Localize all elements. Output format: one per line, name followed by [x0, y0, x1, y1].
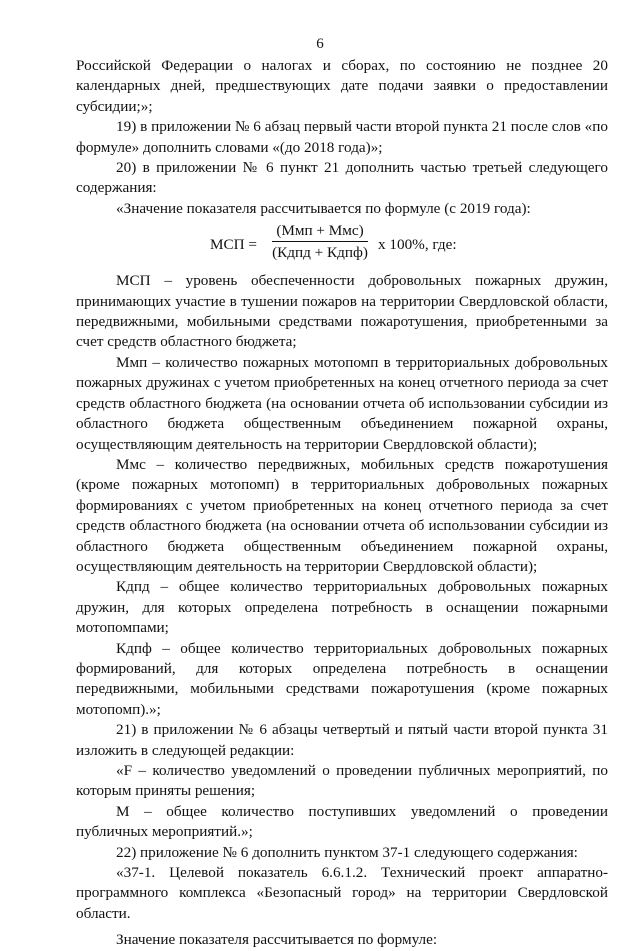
formula-msp [76, 221, 608, 267]
definition-mms: Ммс – количество передвижных, мобильных средств пожаротушения (кроме пожарных мотопомп) в территориальных добровольных пожарных формированиях с учетом приобретенных на конец отчетного периода за счет средств областного бюджета (на основании отчета об использовании субсидии из областного бюджета общественным объединением пожарной охраны, осуществляющим деятельность на территории Свердловской области); [76, 455, 608, 575]
paragraph-item-37-1: «37-1. Целевой показатель 6.6.1.2. Технический проект аппаратно-программного комплекса «Безопасный город» на территории Свердловской области. [76, 864, 608, 922]
paragraph-item-21: 21) в приложении № 6 абзацы четвертый и пятый части второй пункта 31 изложить в следующей редакции: [76, 721, 608, 759]
definition-kdpd: Кдпд – общее количество территориальных добровольных пожарных дружин, для которых определена потребность в оснащении пожарными мотопомпами; [76, 578, 608, 637]
formula-lhs: МСП = [210, 236, 257, 254]
page-number: 6 [316, 36, 324, 52]
definition-msp: МСП – уровень обеспеченности добровольных пожарных дружин, принимающих участие в тушении пожаров на территории Свердловской области, передвижными, мобильными средствами пожаротушения, приобретенными за счет средств областного бюджета; [76, 272, 608, 351]
document-body [76, 56, 608, 951]
formula-rhs: x 100%, где: [378, 236, 457, 254]
paragraph-formula-intro-2: Значение показателя рассчитывается по формуле: [116, 931, 438, 949]
paragraph-item-20: 20) в приложении № 6 пункт 21 дополнить частью третьей следующего содержания: [76, 159, 608, 197]
paragraph-item-22: 22) приложение № 6 дополнить пунктом 37-1 следующего содержания: [116, 843, 578, 861]
paragraph-formula-intro: «Значение показателя рассчитывается по формуле (с 2019 года): [116, 199, 531, 217]
definition-kdpf: Кдпф – общее количество территориальных добровольных пожарных формирований, для которых определена потребность в оснащении передвижными, мобильными средствами пожаротушения (кроме пожарных мотопомп).»; [76, 639, 608, 718]
formula-numerator: (Ммп + Ммс) [272, 221, 368, 242]
formula-denominator: (Кдпд + Кдпф) [272, 244, 368, 262]
paragraph-item-19: 19) в приложении № 6 абзац первый части второй пункта 21 после слов «по формуле» дополнить словами «(до 2018 года)»; [76, 118, 608, 156]
formula-fraction [272, 221, 368, 262]
definition-mmp: Ммп – количество пожарных мотопомп в территориальных добровольных пожарных дружинах с учетом приобретенных на конец отчетного периода за счет средств областного бюджета (на основании отчета об использовании субсидии из областного бюджета общественным объединением пожарной охраны, осуществляющим деятельность на территории Свердловской области); [76, 353, 608, 453]
definition-m: М – общее количество поступивших уведомлений о проведении публичных мероприятий.»; [76, 802, 608, 841]
definition-f: «F – количество уведомлений о проведении публичных мероприятий, по которым приняты решения; [76, 762, 608, 800]
paragraph-continuation: Российской Федерации о налогах и сборах, по состоянию не позднее 20 календарных дней, предшествующих дате подачи заявки о предоставлении субсидии;»; [76, 57, 608, 115]
